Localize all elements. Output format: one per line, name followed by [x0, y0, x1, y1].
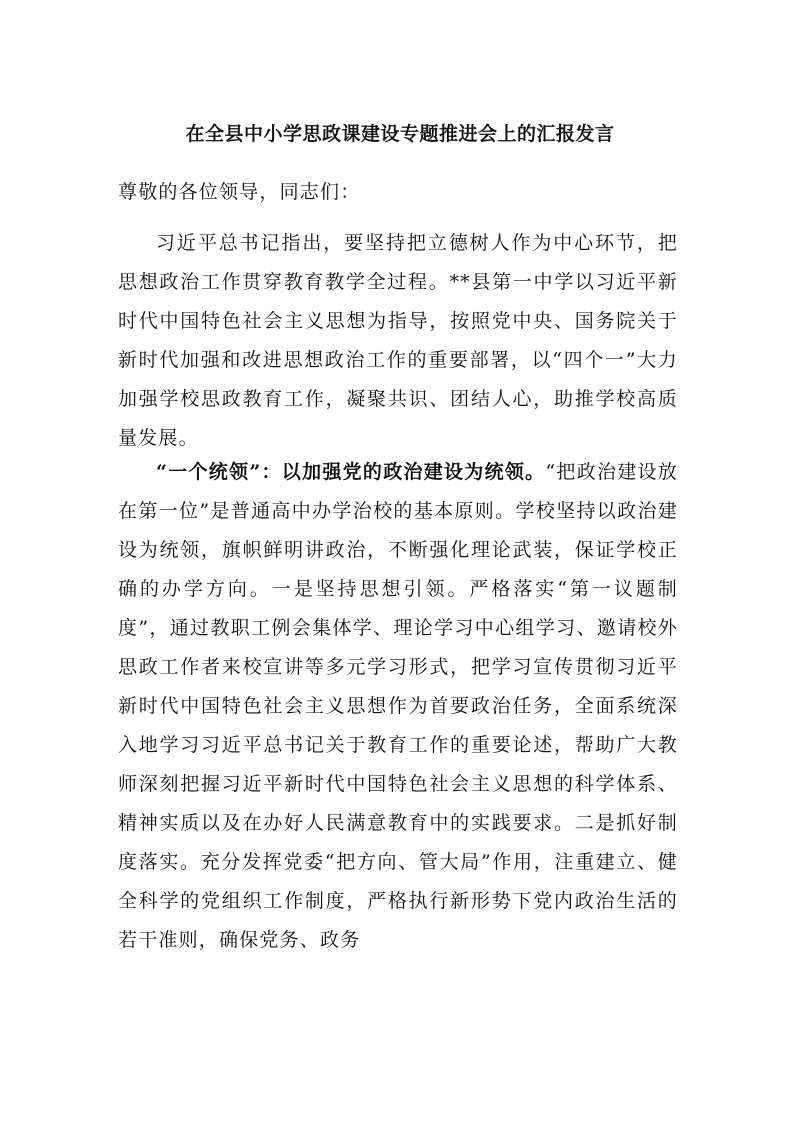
paragraph-heading: “一个统领”：以加强党的政治建设为统领。 — [156, 461, 546, 483]
salutation: 尊敬的各位领导，同志们： — [118, 181, 361, 203]
paragraph-one-leadership — [118, 453, 678, 960]
document-title: 在全县中小学思政课建设专题推进会上的汇报发言 — [185, 123, 615, 145]
paragraph-body: “把政治建设放在第一位”是普通高中办学治校的基本原则。学校坚持以政治建设为统领，旗帜鲜明讲政治，不断强化理论武装，保证学校正确的办学方向。一是坚持思想引领。严格落实“第一议题制度”，通过教职工例会集体学、理论学习中心组学习、邀请校外思政工作者来校宣讲等多元学习形式，把学习宣传贯彻习近平新时代中国特色社会主义思想作为首要政治任务，全面系统深入地学习习近平总书记关于教育工作的重要论述，帮助广大教师深刻把握习近平新时代中国特色社会主义思想的科学体系、精神实质以及在办好人民满意教育中的实践要求。二是抓好制度落实。充分发挥党委“把方向、管大局”作用，注重建立、健全科学的党组织工作制度，严格执行新形势下党内政治生活的若干准则，确保党务、政务 — [118, 461, 679, 951]
paragraph-intro: 习近平总书记指出，要坚持把立德树人作为中心环节，把思想政治工作贯穿教育教学全过程。**县第一中学以习近平新时代中国特色社会主义思想为指导，按照党中央、国务院关于新时代加强和改进思想政治工作的重要部署，以“四个一”大力加强学校思政教育工作，凝聚共识、团结人心，助推学校高质量发展。 — [118, 232, 678, 449]
